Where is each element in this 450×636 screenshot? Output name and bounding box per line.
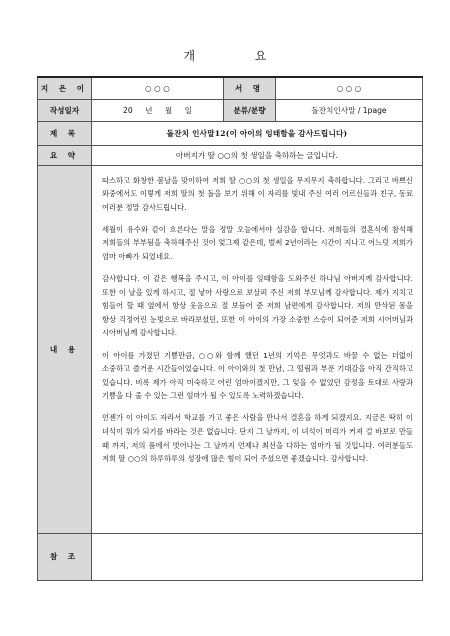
paragraph-4: 이 아이를 가졌던 기쁨만큼, ○○와 함께 했던 1년의 기억은 무엇과도 바꿀 수 없는 더없이 소중하고 즐거운 시간들이었습니다. 이 아이와의 첫 만남, 그 떨림과 부푼 기대감을 아직 간직하고 있습니다. 비록 제가 아직 미숙하고 어린 엄마이겠지만, 그 잊을 수 없었던 감정을 토대로 사랑과 기쁨을 다 줄 수 있는 그런 엄마가 될 수 있도록 노력하겠습니다.	[102, 350, 413, 401]
summary-text: 아버지가 딸 ○○의 첫 생일을 축하하는 글입니다.	[92, 145, 423, 165]
reference-label: 참 조	[38, 533, 92, 580]
summary-label: 요 약	[38, 145, 92, 165]
paragraph-2: 세월이 유수와 같이 흐른다는 말을 정말 오늘에서야 실감을 합니다. 저희들의 결혼식에 참석해 저희들의 부부됨을 축하해주신 것이 엊그제 같은데, 벌써 2년이라는 시간이 지나고 어느덧 저희가 엄마 아빠가 되었네요.	[102, 224, 413, 261]
author-label: 지 은 이	[38, 77, 92, 99]
category-value: 돌잔치인사말 / 1page	[276, 99, 423, 121]
book-name-label: 서 명	[224, 77, 276, 99]
date-label: 작성일자	[38, 99, 92, 121]
author-row	[38, 77, 423, 99]
page-title: 개 요	[183, 49, 295, 63]
date-row	[38, 99, 423, 121]
summary-form	[37, 76, 423, 581]
document-title: 돌잔치 인사말12(이 아이의 잉태함을 감사드립니다)	[92, 121, 423, 145]
subject-row	[38, 121, 423, 145]
date-value: 20 년 월 일	[92, 99, 224, 121]
book-name-value: ○ ○ ○	[276, 77, 423, 99]
paragraph-5: 언젠가 이 아이도 자라서 학교를 가고 좋은 사람을 만나서 결혼을 하게 되겠지요. 지금은 딱히 이 녀석이 뭐가 되기를 바라는 것은 없습니다. 단지 그 날까지, 이 녀석이 머리가 커져 걸 바보로 만들 때 까지, 저의 품에서 벗어나는 그 날까지 언제나 최선을 다하는 엄마가 될 것입니다. 여러분들도 저희 딸 ○○의 하루하루의 성장에 많은 힘이 되어 주셨으면 좋겠습니다. 감사합니다.	[102, 413, 413, 464]
content-body	[92, 165, 423, 533]
subject-label: 제 목	[38, 121, 92, 145]
content-row	[38, 165, 423, 533]
category-label: 분류/분량	[224, 99, 276, 121]
summary-row	[38, 145, 423, 165]
content-label: 내 용	[38, 165, 92, 533]
reference-row	[38, 533, 423, 580]
paragraph-3: 감사합니다. 이 같은 행복을 주시고, 이 아이를 잉태함을 도와주신 하나님 아버지께 감사합니다. 또한 이 날을 있게 하시고, 절 낳아 사랑으로 보살펴 주신 저희 부모님께 감사합니다. 제가 지치고 힘들어 할 때 옆에서 항상 웃음으로 절 보듬어 준 저희 남편에게 감사합니다. 저의 만삭된 몸을 항상 걱정어린 눈빛으로 바라보셨던, 또한 이 아이의 가장 소중한 스승이 되어준 저희 시어머님과 시아버님께 감사합니다.	[102, 274, 413, 338]
paragraph-1: 따스하고 화창한 봄날을 맞이하여 저희 딸 ○○의 첫 생일을 무지무지 축하합니다. 그리고 바쁘신 와중에서도 이렇게 저희 딸의 첫 돌을 보기 위해 이 자리를 빛내 주신 여러 어르신들과 친구, 동료 여러분 정말 감사드립니다.	[102, 175, 413, 212]
reference-value	[92, 533, 423, 580]
author-value: ○ ○ ○	[92, 77, 224, 99]
